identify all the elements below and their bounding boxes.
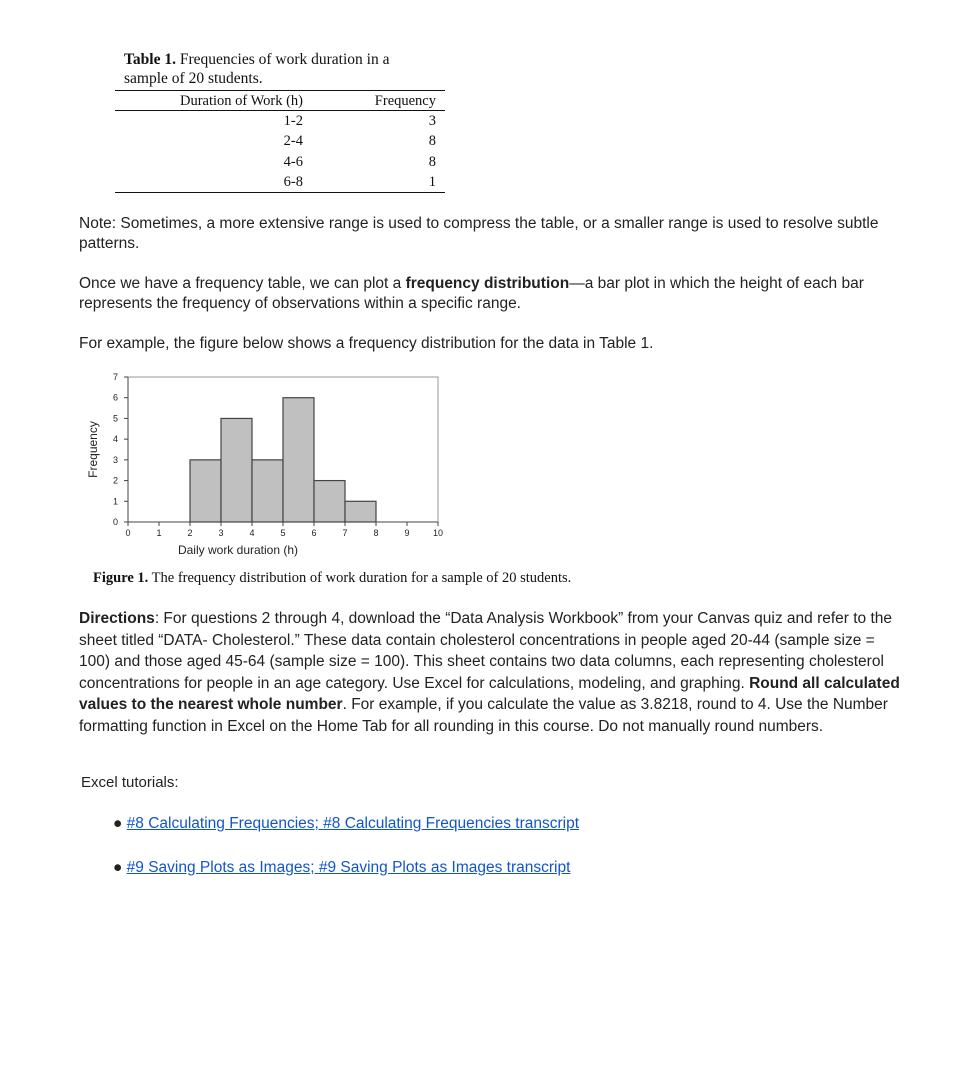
x-tick-label: 5	[280, 528, 286, 538]
table-caption-label: Table 1.	[124, 51, 176, 68]
table-cell: 2-4	[283, 133, 303, 150]
text: —a bar plot in which the height of each bar represents the frequency of observations within a specific range.	[79, 275, 864, 312]
x-tick-label: 1	[156, 528, 162, 538]
tutorial-transcript-link[interactable]: #8 Calculating Frequencies transcript	[323, 815, 580, 832]
example-paragraph: For example, the figure below shows a frequency distribution for the data in Table 1.	[79, 335, 654, 352]
table-caption-text: Frequencies of work duration in a sample of 20 students.	[124, 51, 390, 87]
x-tick-label: 9	[404, 528, 410, 538]
x-tick-label: 2	[187, 528, 193, 538]
x-tick-label: 3	[218, 528, 224, 538]
tutorial-link[interactable]: #8 Calculating Frequencies	[126, 815, 315, 832]
y-axis-label: Frequency	[86, 421, 100, 478]
note-paragraph: Note: Sometimes, a more extensive range is used to compress the table, or a smaller range is used to resolve subtle patterns.	[79, 215, 879, 252]
table-header: Frequency	[303, 91, 445, 111]
text: Once we have a frequency table, we can plot a	[79, 275, 406, 292]
tutorials-label: Excel tutorials:	[81, 774, 179, 791]
y-tick-label: 5	[112, 413, 118, 424]
table-cell: 6-8	[115, 172, 303, 193]
x-tick-label: 4	[249, 528, 255, 538]
y-tick-label: 6	[112, 392, 118, 403]
y-tick-label: 3	[112, 454, 118, 465]
frequency-histogram	[80, 365, 450, 565]
frequency-table	[115, 90, 445, 193]
table-cell: 8	[428, 133, 436, 150]
y-tick-label: 4	[112, 434, 118, 445]
directions-paragraph	[79, 608, 909, 737]
table-cell: 1-2	[283, 113, 303, 129]
table-cell: 3	[428, 113, 436, 129]
y-tick-label: 7	[112, 372, 118, 382]
x-tick-label: 7	[342, 528, 348, 538]
histogram-bar	[252, 460, 283, 522]
separator: ;	[314, 815, 324, 832]
histogram-bar	[314, 481, 345, 522]
histogram-bar	[345, 501, 376, 522]
separator: ;	[310, 859, 319, 876]
y-tick-label: 1	[112, 496, 118, 507]
list-item: ● #9 Saving Plots as Images; #9 Saving Plots as Images transcript	[113, 859, 571, 876]
x-tick-label: 6	[311, 528, 317, 538]
bold-term: frequency distribution	[405, 275, 570, 292]
text: : For questions 2 through 4, download the “Data Analysis Workbook” from your Canvas quiz and refer to the sheet titled “DATA- Cholesterol.” These data contain cholesterol concentrations in people aged 20-44 (sample size = 100) and those aged 45-64 (sample size = 100). This sheet contains two data columns, each representing cholesterol concentrations for people in an age category. Use Excel for calculations, modeling, and graphing.	[79, 610, 893, 692]
list-item: ● #8 Calculating Frequencies; #8 Calculating Frequencies transcript	[113, 815, 580, 832]
x-tick-label: 10	[432, 528, 444, 538]
histogram-bar	[221, 418, 252, 522]
tutorial-transcript-link[interactable]: #9 Saving Plots as Images transcript	[318, 859, 571, 876]
tutorial-link[interactable]: #9 Saving Plots as Images	[126, 859, 311, 876]
table-cell: 8	[428, 153, 436, 170]
histogram-bar	[190, 460, 221, 522]
figure-caption-label: Figure 1.	[93, 570, 149, 586]
x-tick-label: 8	[373, 528, 379, 538]
frequency-distribution-paragraph	[79, 274, 909, 313]
table-cell: 4-6	[283, 153, 303, 170]
table-caption	[124, 50, 424, 88]
bold-instruction: Round all calculated values to the nearest whole number	[79, 674, 900, 713]
directions-label: Directions	[79, 610, 155, 627]
table-row	[115, 152, 445, 172]
figure-caption-text: The frequency distribution of work duration for a sample of 20 students.	[148, 570, 572, 586]
y-tick-label: 2	[112, 475, 118, 486]
x-tick-label: 0	[125, 528, 131, 538]
table-row	[115, 131, 445, 151]
table-header: Duration of Work (h)	[115, 91, 303, 111]
table-cell: 1	[303, 172, 445, 193]
table-row	[115, 111, 445, 132]
text: . For example, if you calculate the value as 3.8218, round to 4. Use the Number formatting function in Excel on the Home Tab for all rounding in this course. Do not manually round numbers.	[79, 696, 888, 735]
table-row	[115, 172, 445, 193]
figure-caption	[93, 570, 571, 587]
histogram-bar	[283, 398, 314, 522]
y-tick-label: 0	[112, 517, 118, 527]
x-axis-label: Daily work duration (h)	[177, 543, 299, 557]
